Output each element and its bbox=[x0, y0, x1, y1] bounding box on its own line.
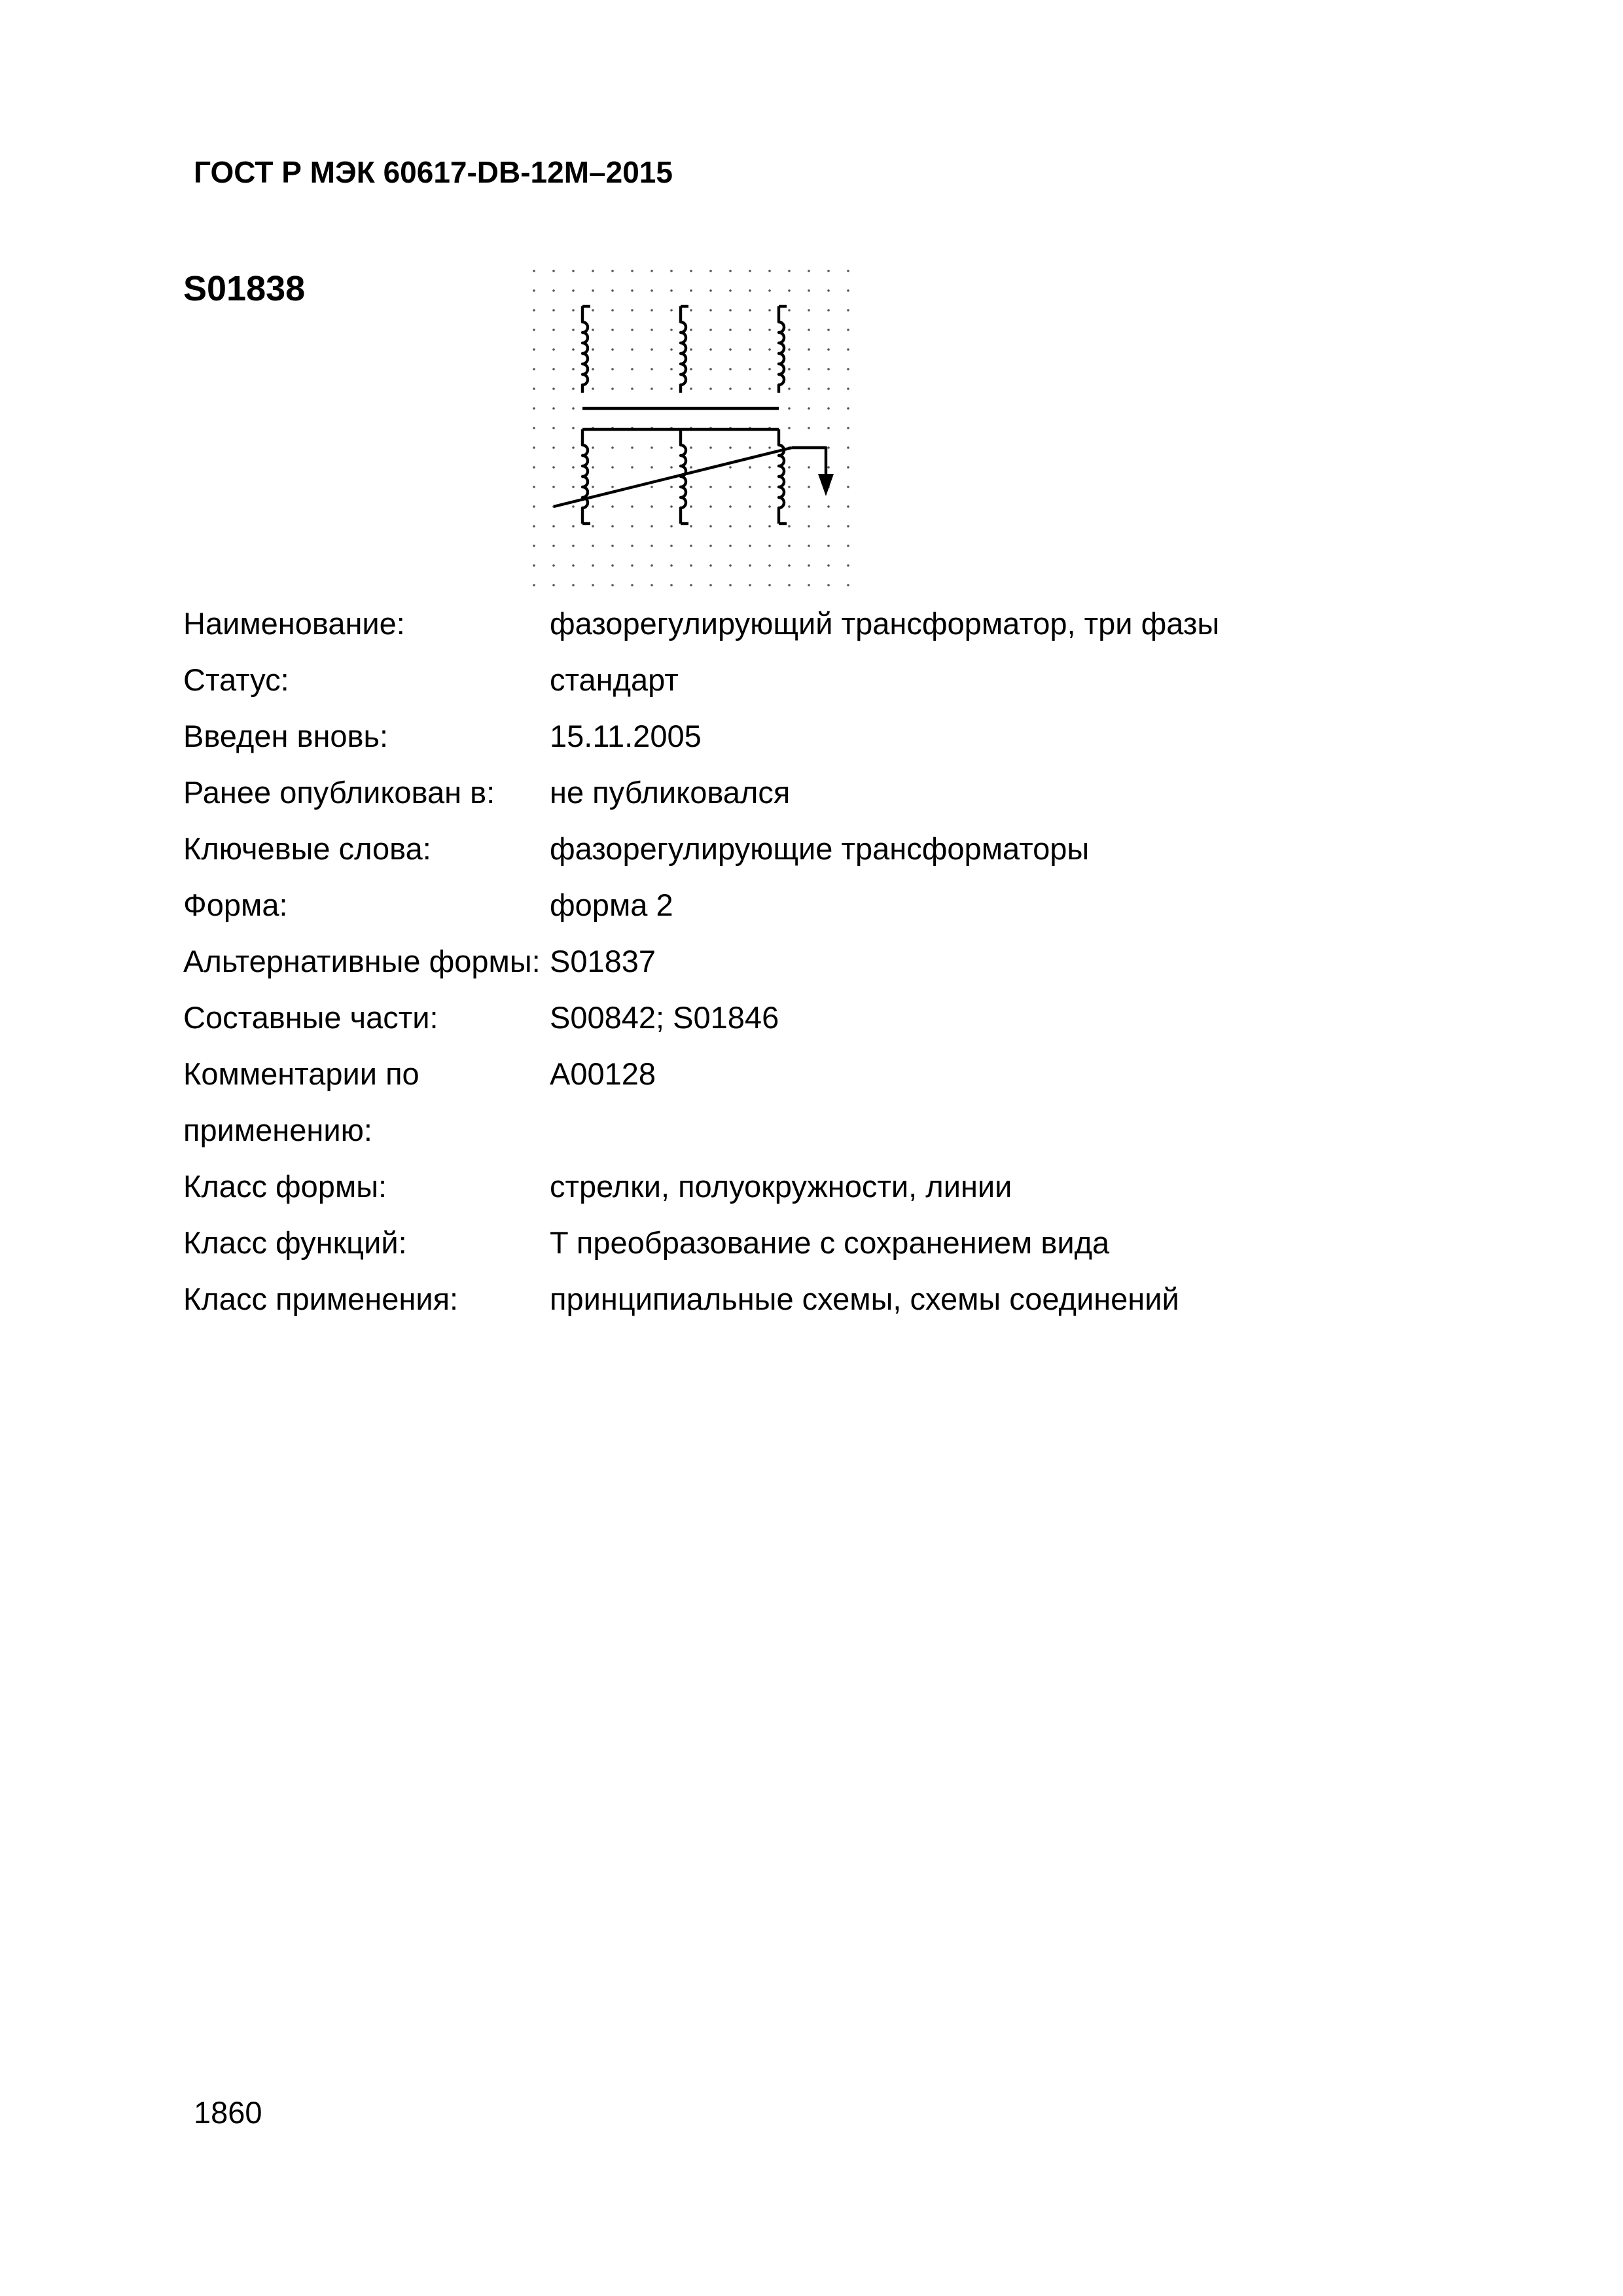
lower-coil-3 bbox=[779, 429, 784, 524]
property-label: Статус: bbox=[183, 662, 289, 697]
property-label: Введен вновь: bbox=[183, 719, 389, 753]
property-row-name bbox=[183, 596, 1466, 652]
property-row-application-notes bbox=[183, 1046, 1466, 1158]
symbol-id: S01838 bbox=[183, 269, 306, 308]
property-value: фазорегулирующие трансформаторы bbox=[550, 831, 1090, 866]
property-label: Комментарии по применению: bbox=[183, 1056, 419, 1147]
property-row-introduced bbox=[183, 708, 1466, 764]
property-value: A00128 bbox=[550, 1056, 656, 1091]
property-row-status bbox=[183, 652, 1466, 708]
property-label: Класс формы: bbox=[183, 1169, 387, 1204]
property-row-form bbox=[183, 877, 1466, 933]
property-label: Класс применения: bbox=[183, 1282, 459, 1316]
property-row-shape-class bbox=[183, 1158, 1466, 1215]
property-value: стрелки, полуокружности, линии bbox=[550, 1169, 1012, 1204]
upper-coil-2 bbox=[681, 306, 686, 393]
symbol-figure bbox=[530, 267, 864, 588]
property-row-previously-published bbox=[183, 764, 1466, 821]
property-row-keywords bbox=[183, 821, 1466, 877]
document-header: ГОСТ Р МЭК 60617-DB-12M–2015 bbox=[194, 155, 673, 189]
properties-table bbox=[183, 596, 1466, 1327]
property-value: стандарт bbox=[550, 662, 679, 697]
property-value: 15.11.2005 bbox=[550, 719, 702, 753]
property-value: S00842; S01846 bbox=[550, 1000, 779, 1035]
property-label: Составные части: bbox=[183, 1000, 438, 1035]
property-label: Альтернативные формы: bbox=[183, 944, 541, 978]
property-value: форма 2 bbox=[550, 888, 673, 922]
adjustment-line bbox=[554, 448, 792, 507]
upper-coil-1 bbox=[582, 306, 588, 393]
property-value: принципиальные схемы, схемы соединений bbox=[550, 1282, 1179, 1316]
property-label: Форма: bbox=[183, 888, 288, 922]
property-label: Ранее опубликован в: bbox=[183, 775, 495, 810]
property-row-components bbox=[183, 990, 1466, 1046]
lower-coil-1 bbox=[582, 429, 588, 524]
property-value: T преобразование с сохранением вида bbox=[550, 1225, 1110, 1260]
property-value: S01837 bbox=[550, 944, 656, 978]
property-value: не публиковался bbox=[550, 775, 791, 810]
property-label: Наименование: bbox=[183, 606, 405, 641]
arrow-head-icon bbox=[818, 474, 834, 496]
property-label: Класс функций: bbox=[183, 1225, 407, 1260]
three-phase-phase-shifting-transformer-icon bbox=[530, 267, 864, 588]
arrow-stem bbox=[792, 448, 826, 476]
property-value: фазорегулирующий трансформатор, три фазы bbox=[550, 606, 1220, 641]
page-number: 1860 bbox=[194, 2095, 262, 2130]
upper-coil-3 bbox=[779, 306, 784, 393]
property-row-alternative-forms bbox=[183, 933, 1466, 990]
property-row-application-class bbox=[183, 1271, 1466, 1327]
property-label: Ключевые слова: bbox=[183, 831, 431, 866]
property-row-function-class bbox=[183, 1215, 1466, 1271]
